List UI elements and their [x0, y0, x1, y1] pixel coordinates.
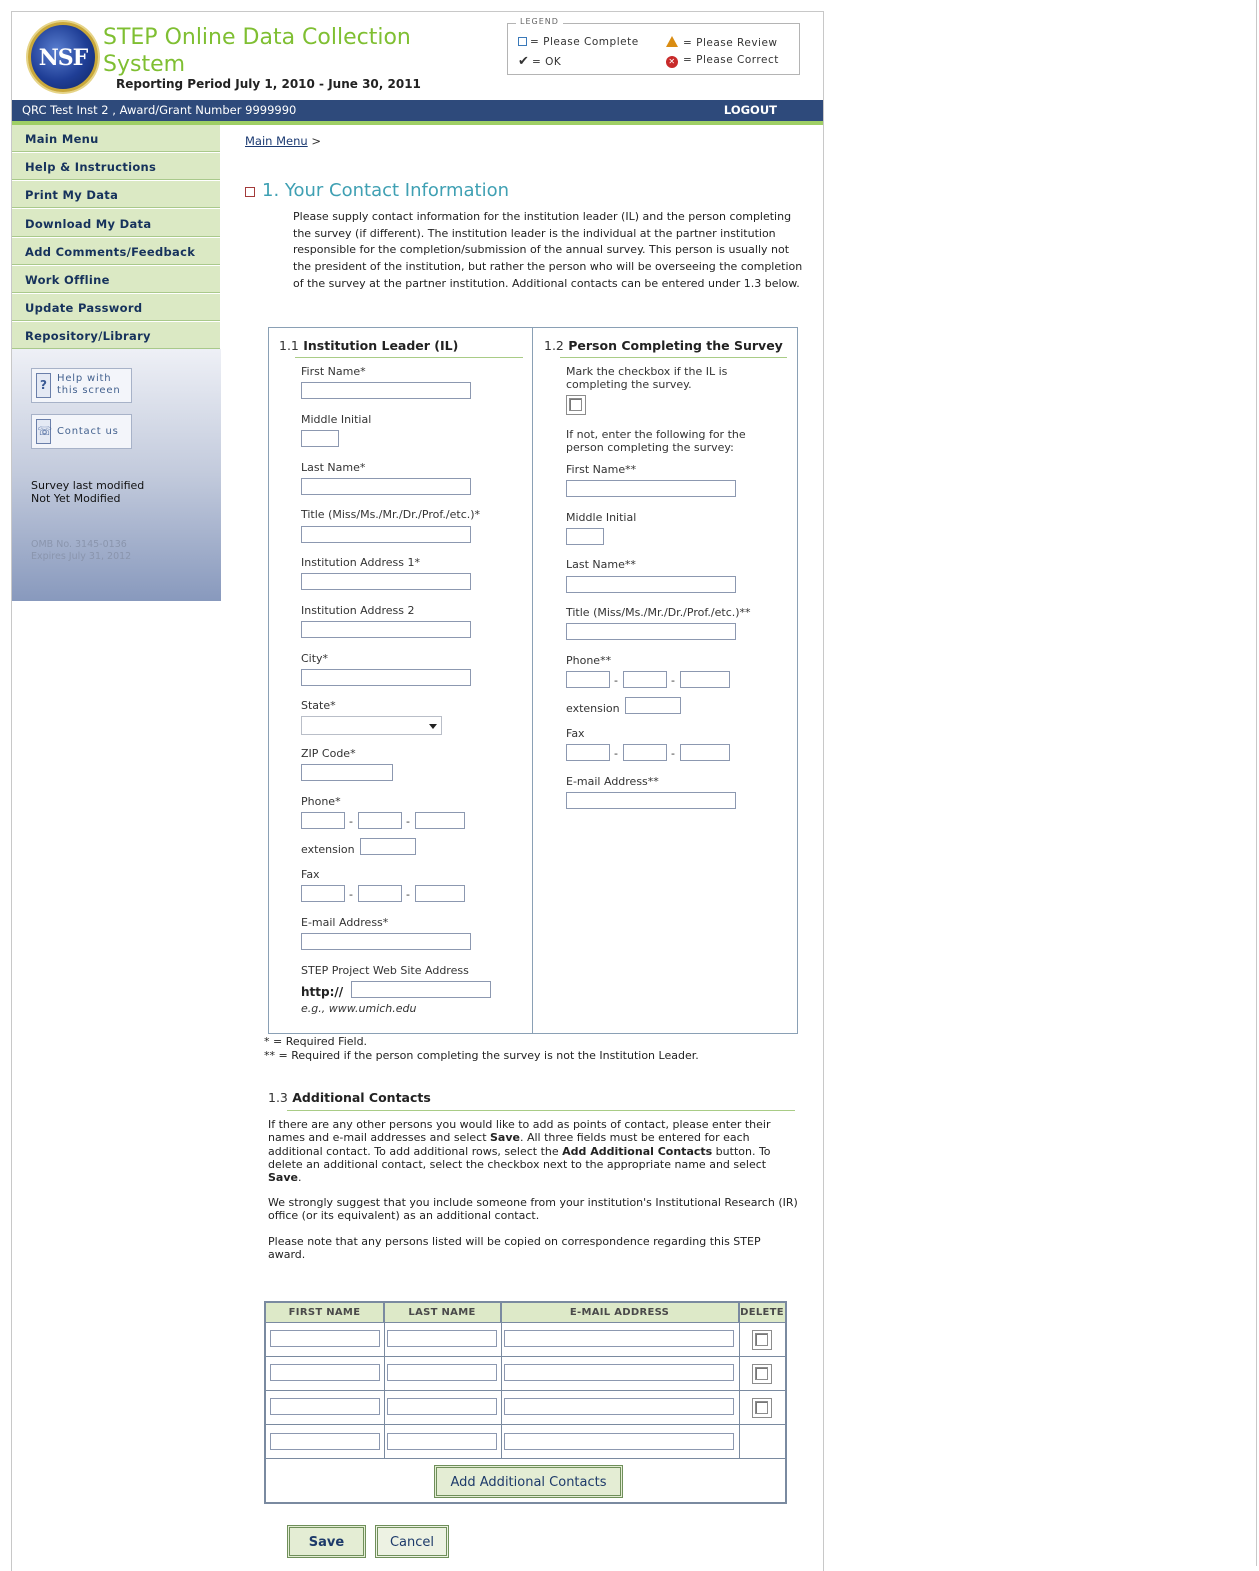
pc-middle-initial-label: Middle Initial [566, 511, 637, 524]
fax-dash: - [614, 747, 618, 760]
il-state-select[interactable] [301, 716, 442, 735]
pc-checkbox-text: Mark the checkbox if the IL is completing the survey. [566, 365, 728, 391]
il-is-completing-checkbox[interactable] [566, 395, 586, 415]
nsf-logo [28, 22, 98, 92]
col-last-name: LAST NAME [384, 1303, 501, 1323]
il-last-name-label: Last Name* [301, 461, 366, 474]
help-screen-button[interactable] [31, 368, 132, 403]
add-contacts-button[interactable]: Add Additional Contacts [434, 1465, 623, 1498]
sidebar-item-work-offline[interactable]: Work Offline [12, 266, 220, 293]
fax-dash: - [406, 888, 410, 901]
sidebar-panel [12, 349, 221, 601]
il-website-input[interactable] [351, 981, 491, 998]
required-notes [264, 1035, 699, 1062]
breadcrumb [245, 134, 321, 148]
app-title-line2: System [103, 52, 186, 77]
help-label-line2: this screen [57, 385, 121, 396]
legend [507, 17, 800, 75]
il-address2-input[interactable] [301, 621, 471, 638]
pc-email-input[interactable] [566, 792, 736, 809]
pc-first-name-input[interactable] [566, 480, 736, 497]
required-if-note: ** = Required if the person completing the survey is not the Institution Leader. [264, 1048, 699, 1062]
pc-extension-input[interactable] [625, 697, 681, 714]
il-first-name-label: First Name* [301, 365, 366, 378]
pc-extension-label: extension [566, 702, 620, 715]
fax-dash: - [349, 888, 353, 901]
col-email: E-MAIL ADDRESS [501, 1303, 739, 1323]
http-prefix: http:// [301, 985, 344, 999]
pc-title-label: Title (Miss/Ms./Mr./Dr./Prof./etc.)** [566, 606, 751, 619]
il-heading: 1.1 Institution Leader (IL) [279, 338, 459, 353]
pc-fax-prefix-input[interactable] [623, 744, 667, 761]
il-zip-input[interactable] [301, 764, 393, 781]
il-email-label: E-mail Address* [301, 916, 389, 929]
reporting-period: Reporting Period July 1, 2010 - June 30, 2011 [116, 77, 421, 91]
contact-last-name-input[interactable] [387, 1330, 497, 1347]
legend-please-complete: = Please Complete [518, 36, 639, 48]
omb-number: OMB No. 3145-0136 [31, 539, 127, 550]
help-icon: ? [36, 373, 51, 398]
contact-delete-checkbox[interactable] [752, 1330, 772, 1350]
checkmark-icon: ✔ [518, 54, 530, 69]
il-state-label: State* [301, 699, 336, 712]
breadcrumb-separator: > [311, 134, 321, 148]
pc-middle-initial-input[interactable] [566, 528, 604, 545]
pc-heading: 1.2 Person Completing the Survey [544, 338, 783, 353]
omb-info [31, 539, 131, 563]
pc-fax-line-input[interactable] [680, 744, 730, 761]
col-first-name: FIRST NAME [266, 1303, 384, 1323]
contact-first-name-input[interactable] [270, 1330, 380, 1347]
logo-text: NSF [38, 45, 88, 71]
fax-dash: - [671, 747, 675, 760]
additional-heading-rule [287, 1110, 795, 1111]
legend-please-correct: ✕ = Please Correct [666, 54, 779, 68]
pc-email-label: E-mail Address** [566, 775, 659, 788]
il-phone-label: Phone* [301, 795, 341, 808]
top-bar [12, 100, 823, 121]
il-last-name-input[interactable] [301, 478, 471, 495]
pc-fax-area-input[interactable] [566, 744, 610, 761]
additional-heading: 1.3 Additional Contacts [268, 1090, 431, 1105]
sidebar-item-print[interactable]: Print My Data [12, 181, 220, 208]
pc-phone-prefix-input[interactable] [623, 671, 667, 688]
contact-label: Contact us [57, 426, 119, 437]
pc-last-name-label: Last Name** [566, 558, 636, 571]
survey-modified [31, 479, 144, 505]
pc-fax-label: Fax [566, 727, 585, 740]
pc-phone-label: Phone** [566, 654, 612, 667]
il-email-input[interactable] [301, 933, 471, 950]
contact-delete-checkbox[interactable] [752, 1364, 772, 1384]
error-icon: ✕ [666, 56, 678, 68]
survey-modified-value: Not Yet Modified [31, 492, 121, 505]
sidebar-item-comments[interactable]: Add Comments/Feedback [12, 238, 220, 265]
il-heading-rule [295, 357, 523, 358]
phone-dash: - [406, 815, 410, 828]
section-title: 1. Your Contact Information [262, 180, 509, 201]
contact-delete-checkbox[interactable] [752, 1398, 772, 1418]
omb-expiry: Expires July 31, 2012 [31, 551, 132, 562]
phone-dash: - [349, 815, 353, 828]
il-middle-initial-label: Middle Initial [301, 413, 372, 426]
il-extension-input[interactable] [360, 838, 416, 855]
il-city-input[interactable] [301, 669, 471, 686]
contact-first-name-input[interactable] [270, 1433, 380, 1450]
il-address1-input[interactable] [301, 573, 471, 590]
pc-phone-area-input[interactable] [566, 671, 610, 688]
il-title-label: Title (Miss/Ms./Mr./Dr./Prof./etc.)* [301, 508, 481, 521]
app-title [103, 24, 423, 78]
il-phone-area-input[interactable] [301, 812, 345, 829]
il-title-input[interactable] [301, 526, 471, 543]
legend-please-review: = Please Review [666, 36, 778, 49]
pc-last-name-input[interactable] [566, 576, 736, 593]
survey-modified-label: Survey last modified [31, 479, 145, 492]
empty-box-icon [518, 37, 527, 46]
website-example: e.g., www.umich.edu [301, 1002, 417, 1015]
il-fax-prefix-input[interactable] [358, 885, 402, 902]
legend-ok: ✔ = OK [518, 54, 562, 69]
sidebar-item-help[interactable]: Help & Instructions [12, 153, 220, 180]
col-delete: DELETE [739, 1303, 785, 1323]
il-phone-prefix-input[interactable] [358, 812, 402, 829]
contact-email-input[interactable] [504, 1398, 734, 1415]
il-fax-line-input[interactable] [415, 885, 465, 902]
sidebar-item-repository[interactable]: Repository/Library [12, 322, 220, 349]
il-extension-label: extension [301, 843, 355, 856]
additional-para1: If there are any other persons you would like to add as points of contact, please enter their names and e-mail addresses and select Save. All three fields must be entered for each additional contact. To add additional rows, select the Add Additional Contacts button. To delete an additional contact, select the checkbox next to the appropriate name and select Save. [268, 1118, 771, 1185]
required-note: * = Required Field. [264, 1035, 368, 1048]
logout-link[interactable]: LOGOUT [723, 103, 777, 117]
il-fax-area-input[interactable] [301, 885, 345, 902]
il-address2-label: Institution Address 2 [301, 604, 415, 617]
il-website-label: STEP Project Web Site Address [301, 964, 469, 977]
help-label-line1: Help with [57, 373, 112, 384]
section-intro: Please supply contact information for the institution leader (IL) and the person completing the survey (if different). The institution leader is the individual at the partner institution responsible for the completion/submission of the annual survey. This person is usually not the president of the institution, but rather the person who will be overseeing the completion of the survey at the partner institution. Additional contacts can be entered under 1.3 below. [293, 210, 803, 290]
pc-first-name-label: First Name** [566, 463, 637, 476]
sidebar-item-main-menu[interactable]: Main Menu [12, 125, 220, 152]
sidebar-item-download[interactable]: Download My Data [12, 209, 220, 237]
contact-first-name-input[interactable] [270, 1398, 380, 1415]
additional-contacts-table [264, 1301, 787, 1504]
phone-dash: - [614, 674, 618, 687]
contact-email-input[interactable] [504, 1364, 734, 1381]
pc-heading-rule [560, 357, 787, 358]
warning-icon [666, 36, 678, 47]
il-zip-label: ZIP Code* [301, 747, 356, 760]
additional-para3: Please note that any persons listed will be copied on correspondence regarding this STEP award. [268, 1235, 761, 1262]
pc-title-input[interactable] [566, 623, 736, 640]
contact-us-button[interactable] [31, 414, 132, 449]
contact-first-name-input[interactable] [270, 1364, 380, 1381]
il-city-label: City* [301, 652, 329, 665]
section-status-icon [245, 187, 255, 197]
pc-phone-line-input[interactable] [680, 671, 730, 688]
award-info: QRC Test Inst 2 , Award/Grant Number 9999990 [22, 103, 297, 117]
legend-title: LEGEND [516, 17, 563, 26]
il-middle-initial-input[interactable] [301, 430, 339, 447]
il-fax-label: Fax [301, 868, 320, 881]
phone-icon: ☏ [36, 419, 51, 444]
phone-dash: - [671, 674, 675, 687]
il-first-name-input[interactable] [301, 382, 471, 399]
column-divider [532, 328, 533, 1033]
contact-last-name-input[interactable] [387, 1398, 497, 1415]
app-title-line1: STEP Online Data Collection [103, 25, 411, 50]
breadcrumb-main-menu-link[interactable]: Main Menu [245, 134, 308, 148]
dropdown-arrow-icon [429, 724, 437, 729]
il-address1-label: Institution Address 1* [301, 556, 420, 569]
sidebar-item-update-password[interactable]: Update Password [12, 294, 220, 321]
save-button[interactable]: Save [287, 1525, 366, 1558]
cancel-button[interactable]: Cancel [375, 1525, 449, 1558]
contact-email-input[interactable] [504, 1433, 734, 1450]
contact-email-input[interactable] [504, 1330, 734, 1347]
sidebar [12, 125, 221, 601]
contact-last-name-input[interactable] [387, 1364, 497, 1381]
pc-if-not-text: If not, enter the following for the person completing the survey: [566, 428, 746, 454]
contact-last-name-input[interactable] [387, 1433, 497, 1450]
additional-para2: We strongly suggest that you include someone from your institution's Institutional Research (IR) office (or its equivalent) as an additional contact. [268, 1196, 798, 1223]
il-phone-line-input[interactable] [415, 812, 465, 829]
